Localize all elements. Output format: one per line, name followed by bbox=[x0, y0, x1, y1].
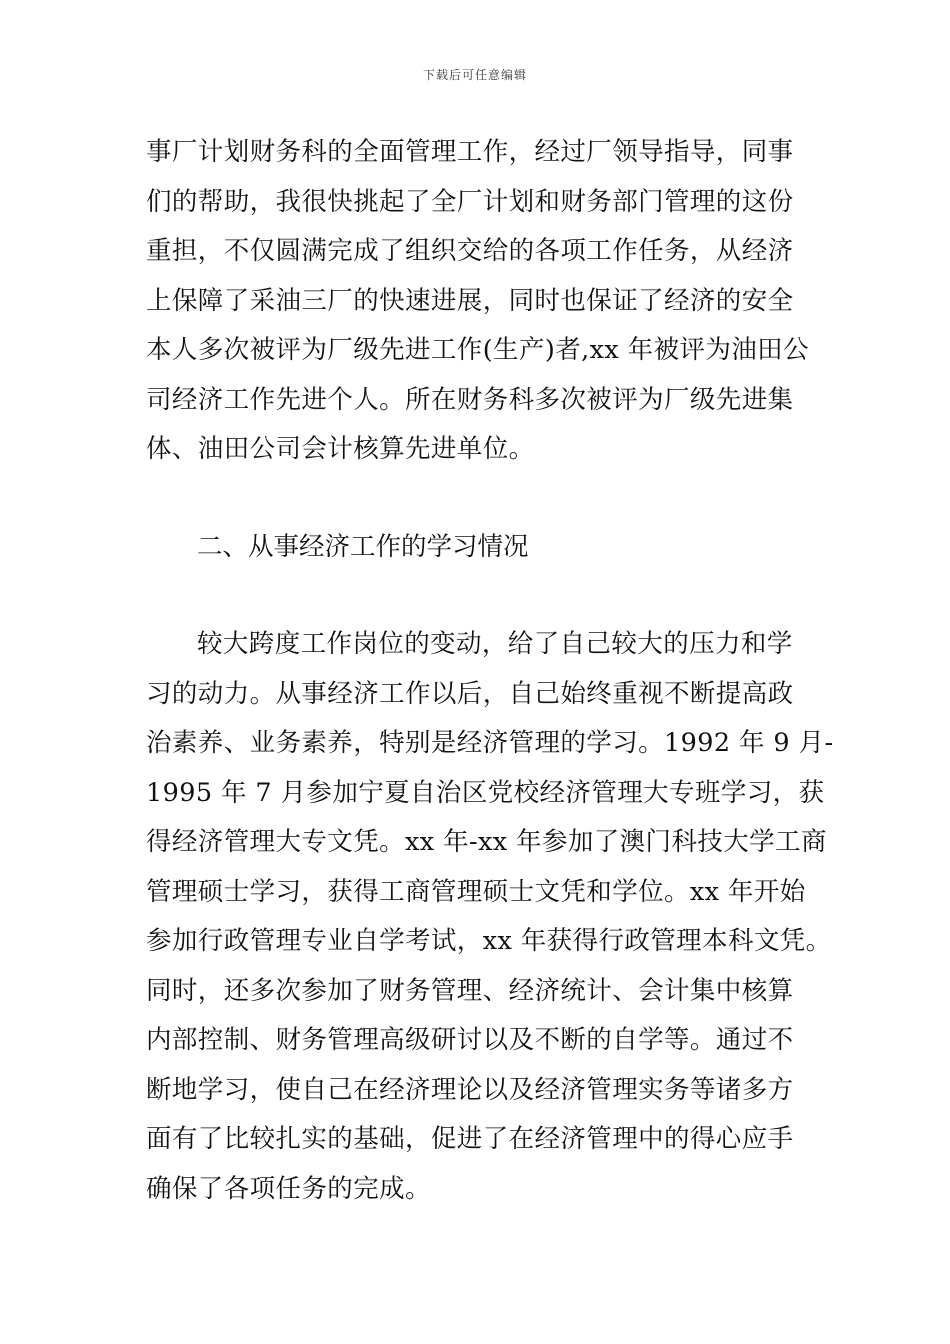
text-line: 治素养、业务素养，特别是经济管理的学习。1992 年 9 月- bbox=[146, 728, 834, 758]
text-line: 内部控制、财务管理高级研讨以及不断的自学等。通过不 bbox=[146, 1025, 794, 1055]
text-line: 上保障了采油三厂的快速进展，同时也保证了经济的安全 bbox=[146, 285, 794, 316]
paragraph-1 bbox=[146, 128, 836, 475]
text-line: 事厂计划财务科的全面管理工作，经过厂领导指导，同事 bbox=[146, 137, 794, 167]
text-line: 得经济管理大专文凭。xx 年-xx 年参加了澳门科技大学工商 bbox=[146, 827, 827, 857]
spacer bbox=[146, 572, 836, 620]
text-line: 确保了各项任务的完成。 bbox=[146, 1173, 431, 1204]
page-header-note: 下载后可任意编辑 bbox=[422, 68, 527, 82]
text-line: 同时，还多次参加了财务管理、经济统计、会计集中核算 bbox=[146, 975, 794, 1006]
paragraph-2 bbox=[146, 620, 836, 1214]
document-body bbox=[146, 128, 836, 1214]
text-line: 本人多次被评为厂级先进工作(生产)者,xx 年被评为油田公 bbox=[146, 335, 809, 365]
text-line: 体、油田公司会计核算先进单位。 bbox=[146, 434, 535, 464]
text-line: 1995 年 7 月参加宁夏自治区党校经济管理大专班学习，获 bbox=[146, 777, 825, 808]
text-line: 断地学习，使自己在经济理论以及经济管理实务等诸多方 bbox=[146, 1074, 794, 1105]
section-heading: 二、从事经济工作的学习情况 bbox=[197, 531, 529, 562]
text-line: 重担，不仅圆满完成了组织交给的各项工作任务，从经济 bbox=[146, 236, 794, 266]
text-line: 司经济工作先进个人。所在财务科多次被评为厂级先进集 bbox=[146, 384, 794, 415]
text-line: 习的动力。从事经济工作以后，自己始终重视不断提高政 bbox=[146, 678, 794, 709]
text-line: 们的帮助，我很快挑起了全厂计划和财务部门管理的这份 bbox=[146, 186, 794, 217]
text-line: 面有了比较扎实的基础，促进了在经济管理中的得心应手 bbox=[146, 1124, 794, 1154]
text-line: 较大跨度工作岗位的变动，给了自己较大的压力和学 bbox=[197, 629, 793, 659]
text-line: 参加行政管理专业自学考试，xx 年获得行政管理本科文凭。 bbox=[146, 926, 832, 956]
text-line: 管理硕士学习，获得工商管理硕士文凭和学位。xx 年开始 bbox=[146, 876, 806, 907]
spacer bbox=[146, 475, 836, 523]
